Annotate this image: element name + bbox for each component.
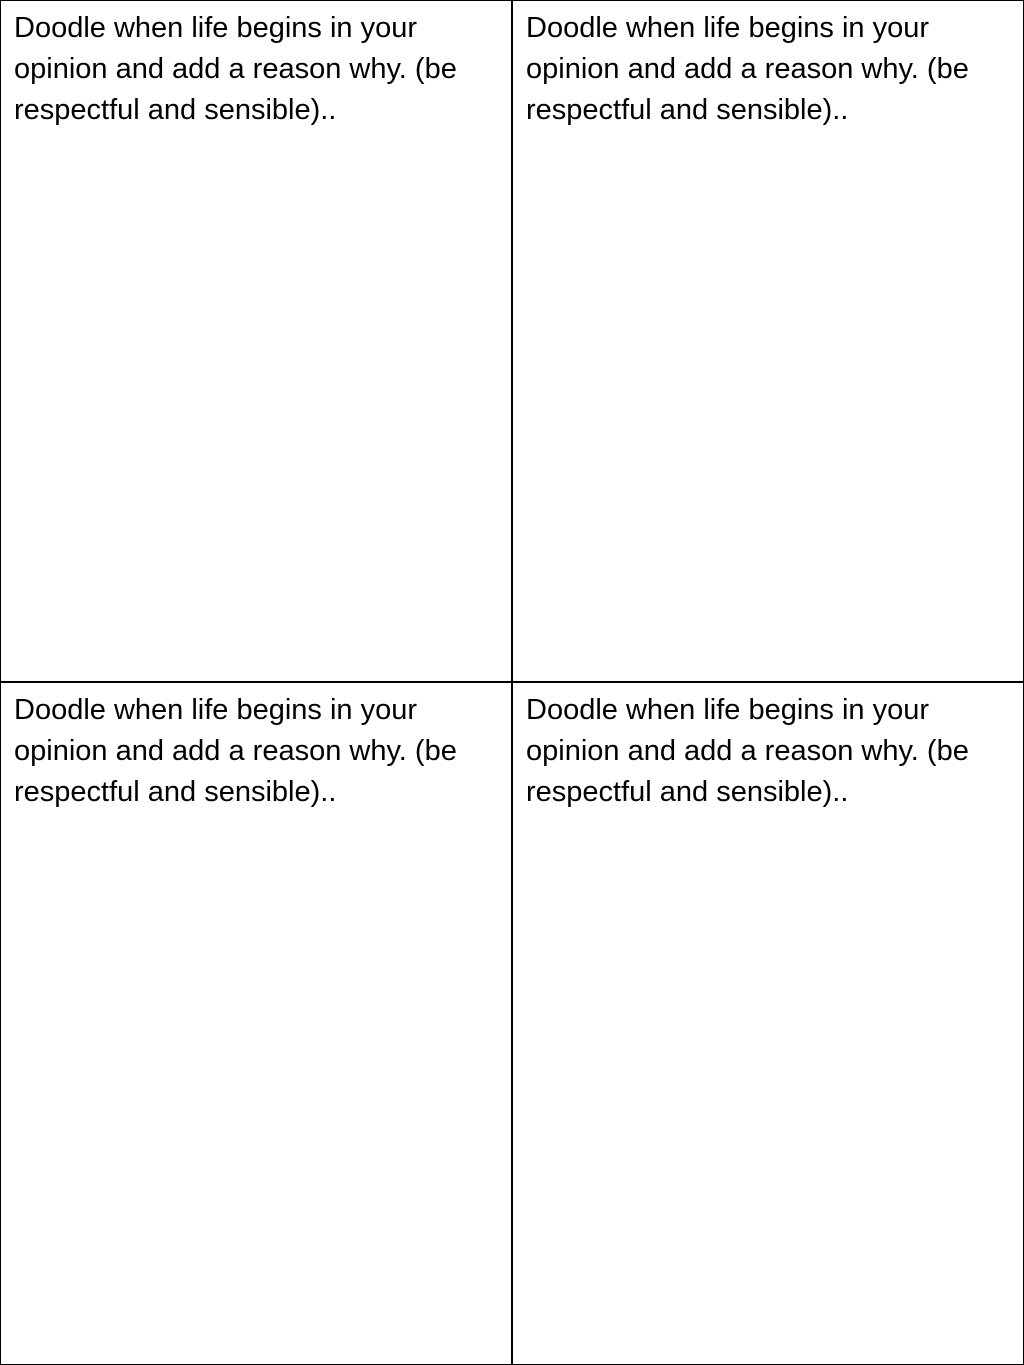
doodle-prompt: Doodle when life begins in your opinion and add a reason why. (be respectful and sensible).. xyxy=(14,694,457,808)
doodle-box-bottom-left[interactable] xyxy=(0,682,512,1365)
doodle-prompt: Doodle when life begins in your opinion and add a reason why. (be respectful and sensible).. xyxy=(526,12,969,126)
doodle-prompt: Doodle when life begins in your opinion and add a reason why. (be respectful and sensible).. xyxy=(14,12,457,126)
doodle-prompt: Doodle when life begins in your opinion and add a reason why. (be respectful and sensible).. xyxy=(526,694,969,808)
doodle-box-top-left[interactable] xyxy=(0,0,512,682)
doodle-box-bottom-right[interactable] xyxy=(512,682,1024,1365)
doodle-box-top-right[interactable] xyxy=(512,0,1024,682)
